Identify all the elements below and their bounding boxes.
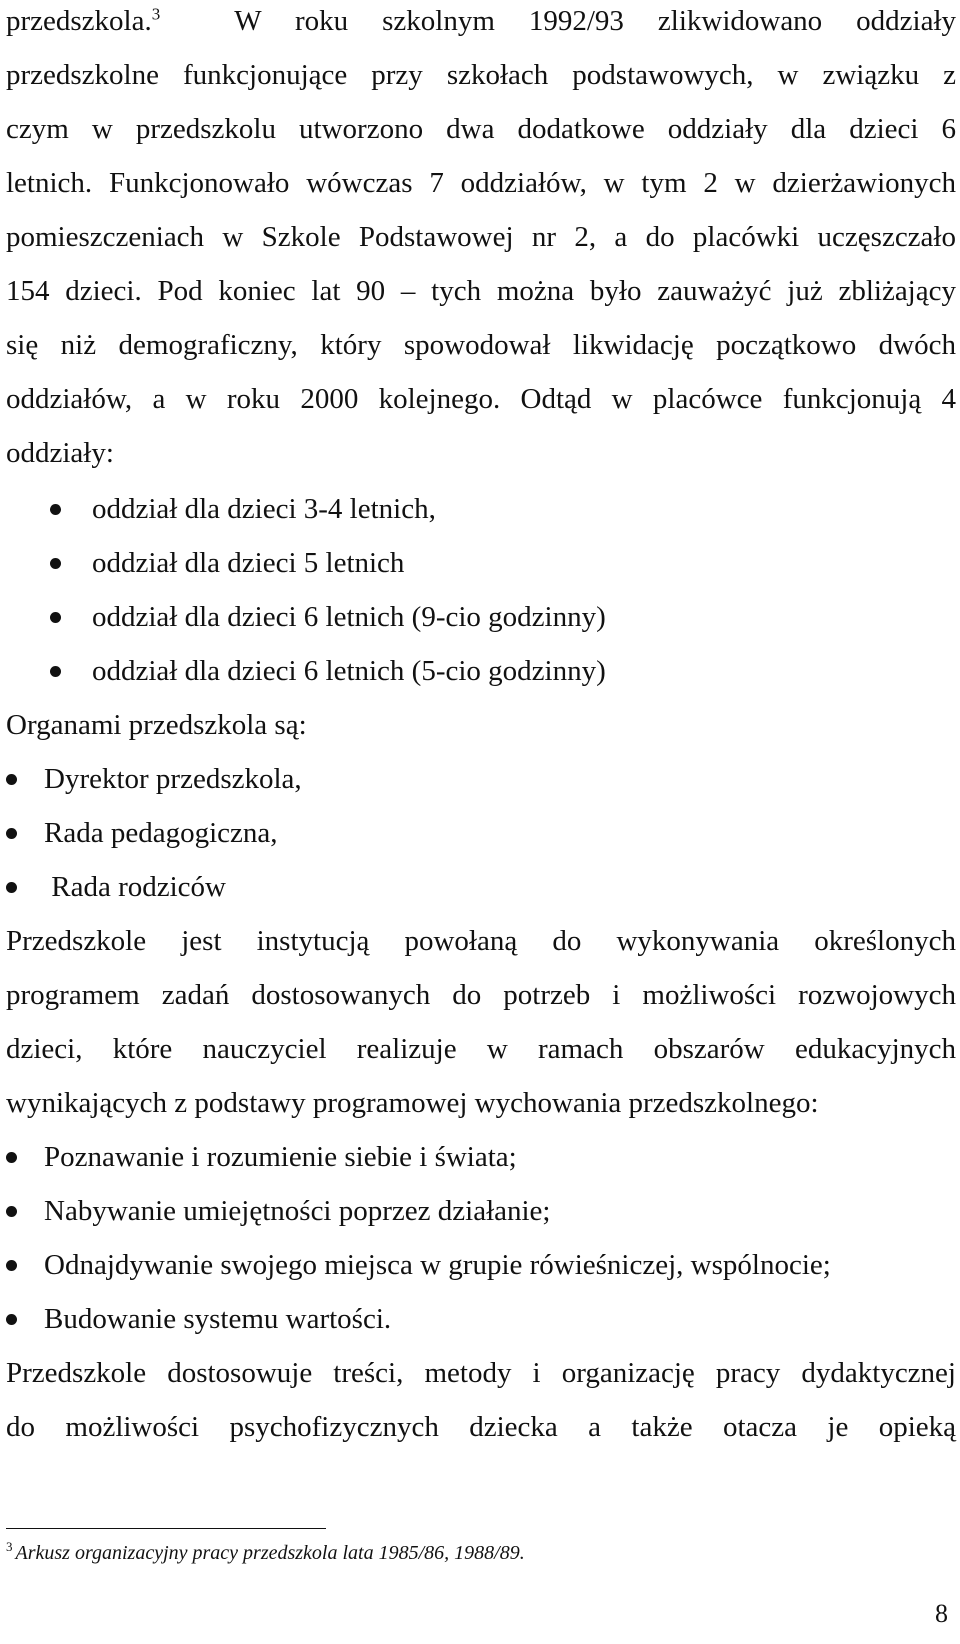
text-line: 154 dzieci. Pod koniec lat 90 – tych można było zauważyć już zbliżający xyxy=(6,275,956,307)
bullet-icon xyxy=(6,1260,17,1271)
list-item-text: Rada pedagogiczna, xyxy=(44,817,278,849)
bullet-icon xyxy=(6,1152,17,1163)
page-number: 8 xyxy=(935,1599,948,1628)
bullet-icon xyxy=(6,828,17,839)
list-item xyxy=(0,1292,960,1346)
footnote-reference: 3 xyxy=(151,4,161,24)
list-item-text: Nabywanie umiejętności poprzez działanie; xyxy=(44,1195,551,1227)
text-line: programem zadań dostosowanych do potrzeb i możliwości rozwojowych xyxy=(6,979,956,1011)
list-item xyxy=(0,752,960,806)
list-item-text: Poznawanie i rozumienie siebie i świata; xyxy=(44,1141,517,1173)
bullet-icon xyxy=(50,612,61,623)
text-line: dzieci, które nauczyciel realizuje w ramach obszarów edukacyjnych xyxy=(6,1033,956,1065)
list-item xyxy=(0,1130,960,1184)
bullet-icon xyxy=(50,558,61,569)
text-line: do możliwości psychofizycznych dziecka a także otacza je opieką xyxy=(6,1411,956,1443)
list-item-text: Dyrektor przedszkola, xyxy=(44,763,302,795)
list-item-text: oddział dla dzieci 6 letnich (9-cio godzinny) xyxy=(92,601,606,633)
text-segment: W roku szkolnym 1992/93 zlikwidowano oddziały xyxy=(234,5,957,37)
list-item-text: oddział dla dzieci 6 letnich (5-cio godzinny) xyxy=(92,655,606,687)
text-line xyxy=(6,0,956,48)
footnote-text: Arkusz organizacyjny pracy przedszkola lata 1985/86, 1988/89. xyxy=(15,1542,525,1564)
footnote xyxy=(6,1538,525,1568)
text-line: oddziałów, a w roku 2000 kolejnego. Odtąd w placówce funkcjonują 4 xyxy=(6,383,956,415)
list-item-text: Budowanie systemu wartości. xyxy=(44,1303,392,1335)
list-item xyxy=(0,1238,960,1292)
text-line: pomieszczeniach w Szkole Podstawowej nr 2, a do placówki uczęszczało xyxy=(6,221,956,253)
footnote-number: 3 xyxy=(6,1539,13,1555)
bullet-icon xyxy=(6,1206,17,1217)
paragraph-adaptation xyxy=(6,1346,956,1454)
list-item xyxy=(0,536,960,590)
list-item xyxy=(0,1184,960,1238)
text-line: oddziały: xyxy=(6,437,114,469)
organs-heading: Organami przedszkola są: xyxy=(6,709,307,741)
list-item-text: oddział dla dzieci 5 letnich xyxy=(92,547,405,579)
list-item-text: oddział dla dzieci 3-4 letnich, xyxy=(92,493,436,525)
footnote-separator xyxy=(6,1528,326,1529)
list-item xyxy=(0,590,960,644)
bullet-icon xyxy=(6,1314,17,1325)
text-line: czym w przedszkolu utworzono dwa dodatkowe oddziały dla dzieci 6 xyxy=(6,113,956,145)
bullet-icon xyxy=(6,882,17,893)
text-segment: przedszkola. xyxy=(6,5,152,37)
bullet-icon xyxy=(6,774,17,785)
bullet-icon xyxy=(50,666,61,677)
text-line: letnich. Funkcjonowało wówczas 7 oddziałów, w tym 2 w dzierżawionych xyxy=(6,167,956,199)
list-item xyxy=(0,860,960,914)
bullet-icon xyxy=(50,504,61,515)
paragraph-history xyxy=(6,0,956,480)
text-line: Przedszkole dostosowuje treści, metody i organizację pracy dydaktycznej xyxy=(6,1357,956,1389)
text-line: Przedszkole jest instytucją powołaną do wykonywania określonych xyxy=(6,925,956,957)
paragraph-mission xyxy=(6,914,956,1130)
list-item xyxy=(0,482,960,536)
text-line: się niż demograficzny, który spowodował likwidację początkowo dwóch xyxy=(6,329,956,361)
text-line: przedszkolne funkcjonujące przy szkołach podstawowych, w związku z xyxy=(6,59,956,91)
list-item-text: Rada rodziców xyxy=(44,871,226,903)
list-item xyxy=(0,806,960,860)
list-item xyxy=(0,644,960,698)
text-line: wynikających z podstawy programowej wychowania przedszkolnego: xyxy=(6,1087,819,1119)
list-item-text: Odnajdywanie swojego miejsca w grupie rówieśniczej, wspólnocie; xyxy=(44,1249,831,1281)
